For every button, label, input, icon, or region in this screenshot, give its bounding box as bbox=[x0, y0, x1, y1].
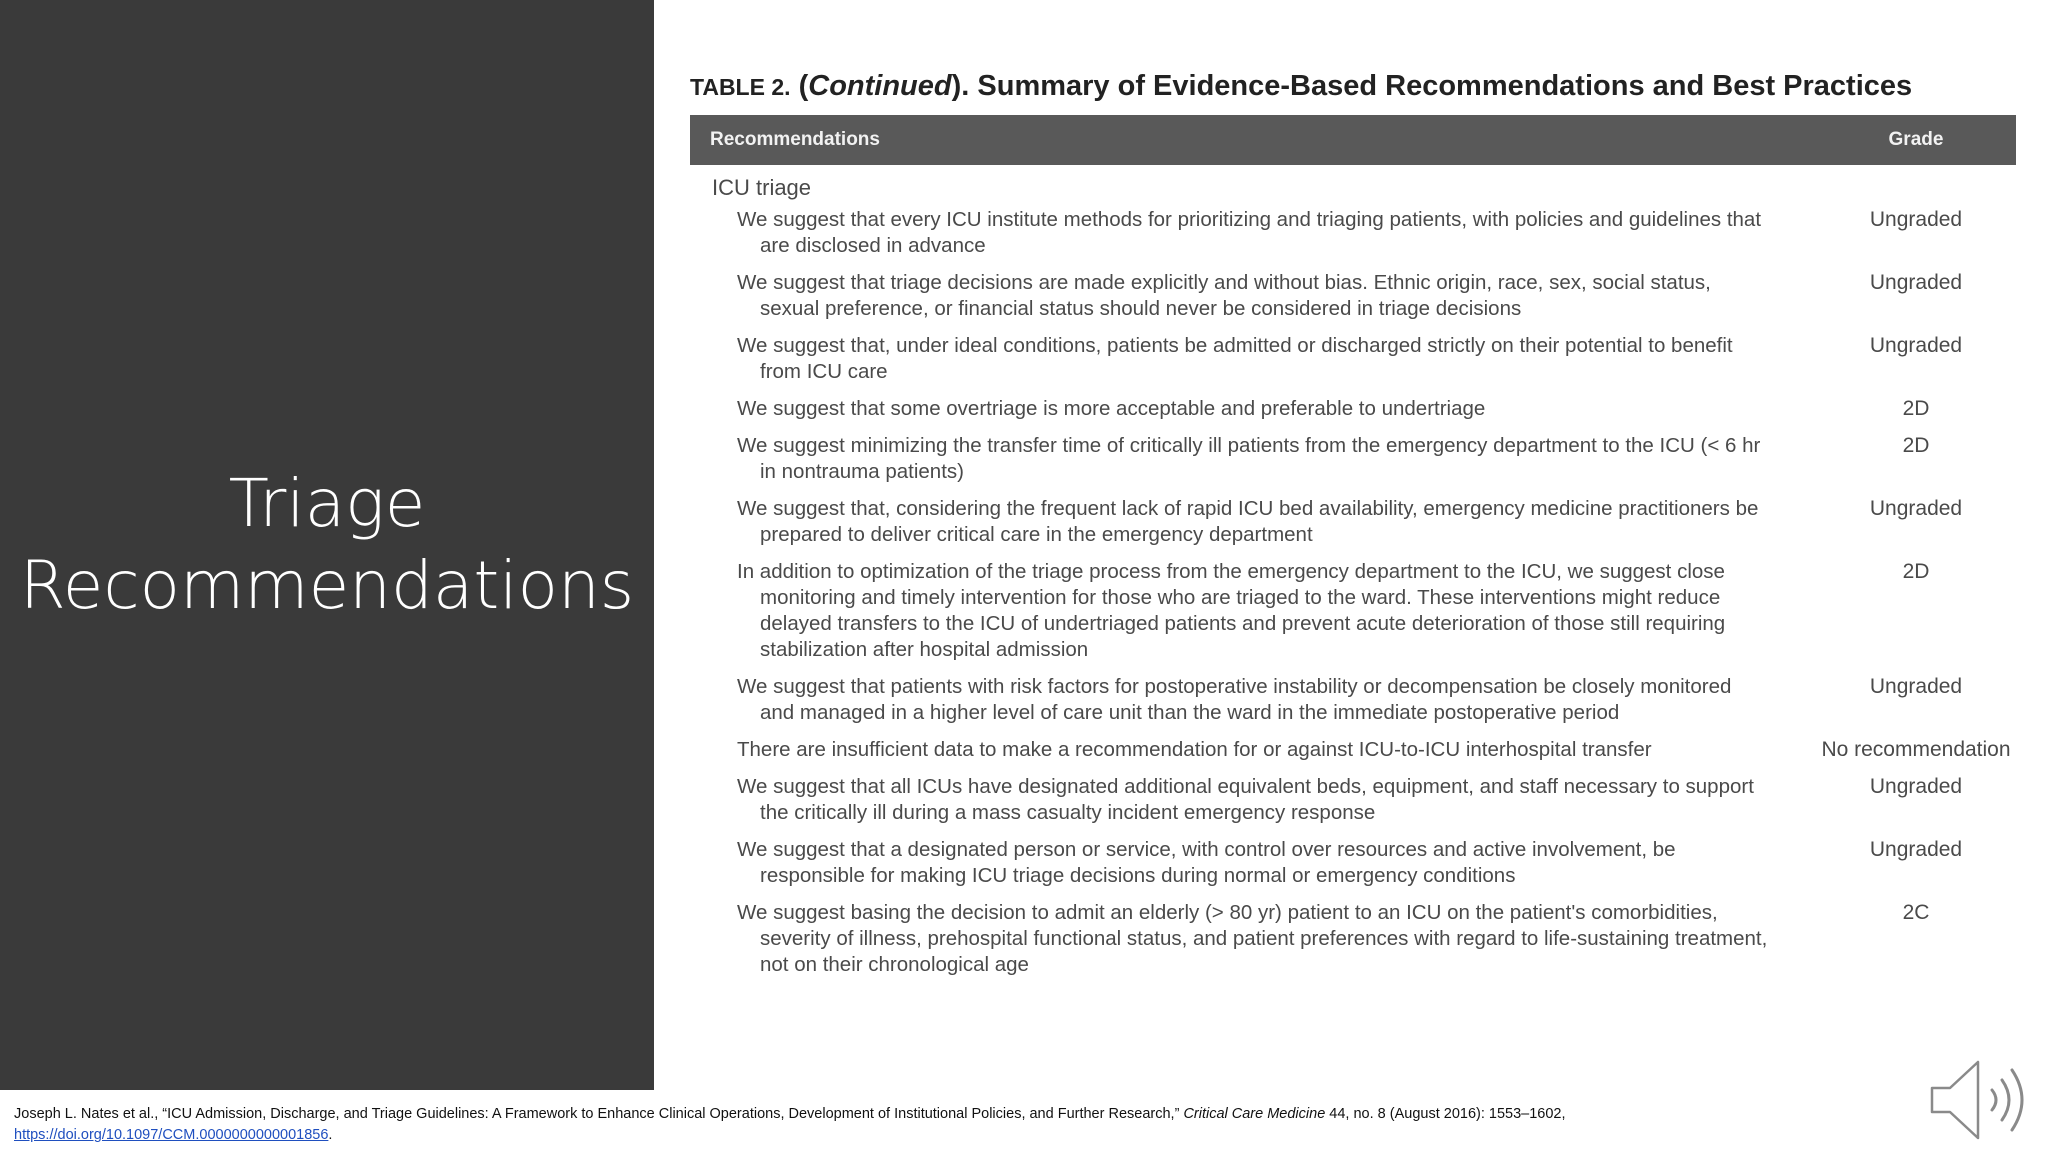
grade-value: Ungraded bbox=[1869, 334, 1963, 357]
recommendation-text: We suggest that every ICU institute methods for prioritizing and triaging patients, with policies and guidelines that are disclosed in advance bbox=[737, 208, 1762, 257]
table-row bbox=[737, 559, 2016, 663]
recommendation-text: We suggest minimizing the transfer time of critically ill patients from the emergency department to the ICU (< 6 hr in nontrauma patients) bbox=[737, 434, 1761, 483]
table-caption-rest: ). Summary of Evidence-Based Recommendations and Best Practices bbox=[951, 70, 1913, 102]
header-recommendations: Recommendations bbox=[710, 129, 880, 150]
recommendation-text: We suggest that patients with risk factors for postoperative instability or decompensation be closely monitored and managed in a higher level of care unit than the ward in the immediate postoperative period bbox=[737, 675, 1732, 724]
recommendation-text: We suggest that a designated person or service, with control over resources and active involvement, be responsible for making ICU triage decisions during normal or emergency conditions bbox=[737, 838, 1676, 887]
table-row bbox=[737, 496, 2016, 548]
grade-value: Ungraded bbox=[1869, 675, 1963, 698]
recommendation-text: In addition to optimization of the triage process from the emergency department to the ICU, we suggest close monitoring and timely intervention for those who are triaged to the ward. These interventions might reduce delayed transfers to the ICU of undertriaged patients and prevent acute deterioration of those still requiring stabilization after hospital admission bbox=[737, 560, 1726, 661]
recommendation-text: We suggest that all ICUs have designated additional equivalent beds, equipment, and staff necessary to support the critically ill during a mass casualty incident emergency response bbox=[737, 775, 1754, 824]
recommendations-table bbox=[690, 70, 2016, 989]
table-row bbox=[737, 433, 2016, 485]
table-row bbox=[737, 900, 2016, 978]
table-caption-continued: Continued bbox=[808, 70, 952, 102]
recommendation-text: We suggest that, considering the frequent lack of rapid ICU bed availability, emergency medicine practitioners be prepared to deliver critical care in the emergency department bbox=[737, 497, 1759, 546]
recommendation-text: We suggest that triage decisions are made explicitly and without bias. Ethnic origin, race, sex, social status, sexual preference, or financial status should never be considered in triage decisions bbox=[737, 271, 1711, 320]
table-rows bbox=[737, 207, 2016, 978]
recommendation-text: There are insufficient data to make a recommendation for or against ICU-to-ICU interhospital transfer bbox=[737, 738, 1652, 761]
slide-title bbox=[20, 463, 634, 627]
table-row bbox=[737, 396, 2016, 422]
recommendation-text: We suggest basing the decision to admit an elderly (> 80 yr) patient to an ICU on the patient's comorbidities, severity of illness, prehospital functional status, and patient preferences with regard to life-sustaining treatment, not on their chronological age bbox=[737, 901, 1768, 976]
grade-value: Ungraded bbox=[1869, 775, 1963, 798]
doi-link[interactable]: https://doi.org/10.1097/CCM.0000000000001856 bbox=[14, 1127, 329, 1143]
table-caption-label: TABLE 2. bbox=[690, 74, 791, 100]
speaker-icon[interactable] bbox=[1928, 1052, 2044, 1148]
grade-value: Ungraded bbox=[1869, 208, 1963, 231]
grade-value: No recommendation bbox=[1821, 738, 2011, 761]
table-row bbox=[737, 333, 2016, 385]
table-caption bbox=[690, 70, 2016, 103]
table-row bbox=[737, 270, 2016, 322]
citation-footer bbox=[14, 1104, 1874, 1146]
table-row bbox=[737, 837, 2016, 889]
grade-value: 2C bbox=[1902, 901, 1930, 924]
grade-value: Ungraded bbox=[1869, 271, 1963, 294]
table-row bbox=[737, 674, 2016, 726]
grade-value: Ungraded bbox=[1869, 497, 1963, 520]
grade-value: 2D bbox=[1902, 397, 1930, 420]
table-header bbox=[690, 115, 2016, 165]
citation-details: 44, no. 8 (August 2016): 1553–1602, bbox=[1325, 1106, 1566, 1122]
recommendation-text: We suggest that some overtriage is more acceptable and preferable to undertriage bbox=[737, 397, 1486, 420]
table-row bbox=[737, 207, 2016, 259]
table-row bbox=[737, 774, 2016, 826]
title-panel bbox=[0, 0, 654, 1090]
header-grade: Grade bbox=[1888, 129, 1944, 150]
grade-value: 2D bbox=[1902, 434, 1930, 457]
citation-journal: Critical Care Medicine bbox=[1183, 1106, 1326, 1122]
grade-value: 2D bbox=[1902, 560, 1930, 583]
slide-title-line-2: Recommendations bbox=[19, 547, 635, 624]
recommendation-text: We suggest that, under ideal conditions, patients be admitted or discharged strictly on their potential to benefit from ICU care bbox=[737, 334, 1733, 383]
grade-value: Ungraded bbox=[1869, 838, 1963, 861]
table-caption-open: ( bbox=[790, 70, 809, 102]
slide-title-line-1: Triage bbox=[228, 465, 426, 542]
section-label: ICU triage bbox=[712, 175, 812, 200]
citation-period: . bbox=[328, 1127, 333, 1143]
table-row bbox=[737, 737, 2016, 763]
citation-text: Joseph L. Nates et al., “ICU Admission, Discharge, and Triage Guidelines: A Framework to Enhance Clinical Operations, Development of Institutional Policies, and Further Research,” bbox=[14, 1106, 1184, 1122]
